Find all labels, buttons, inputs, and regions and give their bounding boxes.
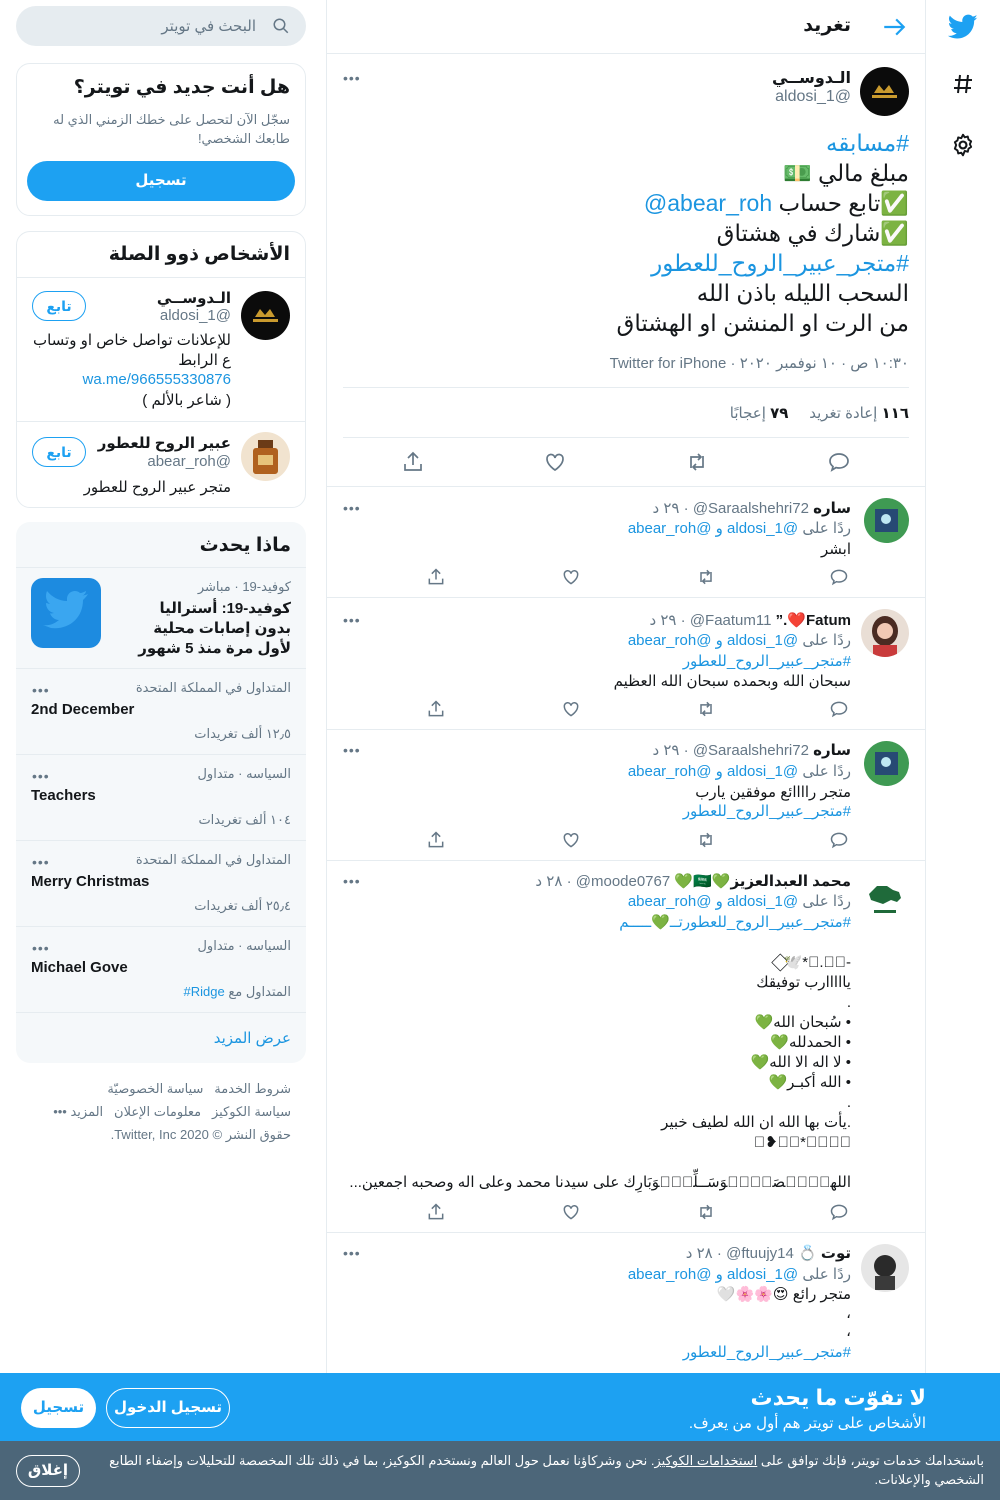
more-icon[interactable]: •••	[32, 854, 50, 870]
tweet-stats	[730, 404, 909, 422]
reply-author-handle[interactable]: @ftuujy14	[726, 1245, 794, 1262]
trend-with-prefix: المتداول مع	[228, 984, 291, 999]
person-handle[interactable]: @aldosi_1	[159, 307, 231, 324]
person-bio-tail: ( شاعر بالألم )	[142, 392, 231, 409]
reply-text-line: -.⃟⃟*⃟🕊️⃟	[783, 954, 851, 971]
tweet-timestamp[interactable]: ١٠:٣٠ ص · ١٠ نوفمبر ٢٠٢٠ · Twitter for iPhone	[609, 355, 909, 372]
main-header	[327, 0, 925, 54]
replying-to	[628, 762, 851, 782]
box-title: الأشخاص ذوو الصلة	[108, 244, 290, 265]
retweet-count: ١١٦	[881, 405, 909, 422]
trend-name[interactable]: 2nd December	[31, 701, 135, 718]
divider	[16, 668, 306, 669]
trend-context: السياسه · متداول	[197, 766, 291, 781]
settings-gear-icon[interactable]	[944, 126, 982, 164]
reply-text-line: ،	[846, 1305, 851, 1322]
replying-prefix: ردًا على	[802, 763, 851, 780]
replying-to	[628, 892, 851, 912]
related-people-box	[16, 231, 306, 508]
replying-prefix: ردًا على	[802, 632, 851, 649]
more-icon[interactable]: •••	[32, 682, 50, 698]
trend-with-tag[interactable]: #Ridge	[183, 984, 225, 999]
replying-to	[628, 631, 851, 651]
reply-author-name[interactable]: Fatum❤️.”	[775, 612, 851, 629]
avatar[interactable]	[864, 741, 909, 786]
like-heart-icon[interactable]	[543, 450, 567, 474]
reply-header: ساره @Saraalshehri72 · ٢٩ د	[652, 500, 851, 517]
more-icon[interactable]: •••	[343, 873, 361, 889]
footer-privacy-link[interactable]: سياسة الخصوصيّة	[107, 1081, 204, 1096]
tweet-line	[343, 188, 909, 218]
divider	[16, 1012, 306, 1013]
back-arrow-icon[interactable]	[881, 14, 907, 40]
reply-text-line: متجر رائع 😍🌸🌸🤍	[716, 1286, 851, 1303]
reply-time[interactable]: ٢٨ د	[535, 873, 563, 890]
cookie-text	[104, 1451, 984, 1489]
reply-icon[interactable]	[829, 699, 849, 719]
reply-icon[interactable]	[829, 1202, 849, 1222]
avatar[interactable]	[861, 872, 909, 920]
avatar[interactable]	[861, 609, 909, 657]
reply-icon[interactable]	[829, 830, 849, 850]
reply-author-name[interactable]: ساره	[813, 500, 851, 517]
replying-mentions[interactable]: @aldosi_1 و @abear_roh	[627, 893, 799, 910]
reply-header: Fatum❤️.” @Faatum11 · ٢٩ د	[649, 612, 851, 629]
retweet-icon[interactable]	[696, 699, 716, 719]
more-icon[interactable]: •••	[343, 742, 361, 758]
more-icon[interactable]: •••	[53, 1104, 71, 1119]
footer-links-row1	[107, 1081, 291, 1097]
reply-time[interactable]: ٢٩ د	[652, 500, 680, 517]
bio-link[interactable]: wa.me/966555330876	[82, 371, 231, 388]
reply-text-line: .	[846, 994, 851, 1011]
reply-author-handle[interactable]: @Faatum11	[689, 612, 772, 629]
follow-button[interactable]: تابع	[32, 437, 86, 467]
person-handle[interactable]: @abear_roh	[147, 453, 231, 470]
reply-tweet[interactable]	[327, 487, 925, 598]
trend-name[interactable]: Teachers	[31, 787, 96, 804]
page-title: تغريد	[803, 15, 851, 36]
avatar[interactable]	[241, 291, 290, 340]
tweet-line: السحب الليله باذن الله	[696, 280, 909, 306]
person-bio: للإعلانات تواصل خاص او وتساب ع الرابط	[32, 332, 231, 369]
share-icon[interactable]	[426, 699, 446, 719]
more-icon[interactable]: •••	[32, 768, 50, 784]
reply-tweet[interactable]	[327, 599, 925, 730]
trend-headline[interactable]: كوفيد-19: أستراليا بدون إصابات محلية لأول مرة منذ 5 شهور	[138, 600, 291, 657]
avatar[interactable]	[241, 432, 290, 481]
trend-context: المتداول في المملكة المتحدة	[135, 852, 291, 867]
search-icon	[272, 17, 290, 35]
search-box[interactable]	[16, 6, 306, 46]
reply-text-line: • الله أكبـر💚	[768, 1074, 851, 1091]
replying-to	[628, 519, 851, 539]
share-icon[interactable]	[426, 1202, 446, 1222]
replying-mentions[interactable]: @aldosi_1 و @abear_roh	[627, 632, 799, 649]
reply-time[interactable]: ٢٩ د	[652, 742, 680, 759]
reply-icon[interactable]	[827, 450, 851, 474]
person-name[interactable]: عبير الروح للعطور	[97, 435, 231, 452]
trend-context: المتداول في المملكة المتحدة	[135, 680, 291, 695]
more-icon[interactable]: •••	[343, 1245, 361, 1261]
more-icon[interactable]: •••	[343, 612, 361, 628]
reply-text-line: اللهمَّ⃟صَلِّ⃟وَسَــلِّمْ⃟وَبَارِك على سيدنا محمد وعلى اله وصحبه اجمعين...	[349, 1174, 851, 1191]
reply-text-line: .يأت بها الله ان الله لطيف خبير	[661, 1114, 851, 1131]
reply-header: محمد العبدالعزيز💚🇸🇦💚 @moode0767 · ٢٨ د	[535, 873, 851, 890]
reply-text-line: • الحمدلله💚	[770, 1034, 851, 1051]
reply-text-line: ،	[846, 1323, 851, 1340]
trend-count: ١٢٫٥ ألف تغريدات	[194, 726, 291, 741]
like-heart-icon[interactable]	[561, 699, 581, 719]
banner-subtitle: الأشخاص على تويتر هم أول من يعرف.	[688, 1415, 926, 1432]
box-description: سجّل الآن لتحصل على خطك الزمني الذي له طابعك الشخصي!	[53, 112, 290, 146]
trend-meta: كوفيد-19 · مباشر	[197, 579, 291, 594]
cookie-banner	[0, 1441, 1000, 1500]
like-heart-icon[interactable]	[561, 1202, 581, 1222]
share-icon[interactable]	[426, 830, 446, 850]
signup-button[interactable]: تسجيل	[21, 1388, 96, 1428]
divider	[16, 840, 306, 841]
follow-button[interactable]: تابع	[32, 291, 86, 321]
divider	[343, 387, 909, 388]
replying-prefix: ردًا على	[802, 520, 851, 537]
divider	[343, 437, 909, 438]
twitter-logo-icon[interactable]	[944, 8, 982, 46]
more-icon[interactable]: •••	[343, 500, 361, 516]
close-cookie-button[interactable]: إغلاق	[16, 1455, 80, 1487]
replying-mentions[interactable]: @aldosi_1 و @abear_roh	[627, 520, 799, 537]
banner-title: لا تفوّت ما يحدث	[750, 1385, 926, 1410]
reply-author-handle[interactable]: @Saraalshehri72	[692, 742, 809, 759]
trend-with	[184, 984, 292, 1000]
footer-links-row2	[53, 1104, 291, 1120]
reply-tweet[interactable]	[327, 1234, 925, 1373]
signup-button[interactable]: تسجيل	[27, 161, 295, 201]
reply-text-line: • لا اله الا الله💚	[750, 1054, 851, 1071]
retweet-icon[interactable]	[685, 450, 709, 474]
divider	[17, 277, 305, 278]
more-icon[interactable]: •••	[32, 940, 50, 956]
hashtag-link[interactable]: #متجر_عبير_الروح_للعطور	[682, 1344, 851, 1361]
show-more-link[interactable]: عرض المزيد	[213, 1030, 291, 1047]
reply-text-line: • سُبحان الله💚	[754, 1014, 851, 1031]
reply-author-name[interactable]: ساره	[813, 742, 851, 759]
hashtag-link[interactable]: #متجر_عبير_الروح_للعطورتــ💚ـــــم	[619, 914, 851, 931]
avatar[interactable]	[861, 1244, 909, 1292]
avatar[interactable]	[860, 67, 909, 116]
mention-link[interactable]: @abear_roh	[643, 190, 773, 216]
box-title: ماذا يحدث	[199, 535, 291, 556]
footer-copyright: حقوق النشر © 2020 Twitter, Inc.	[110, 1127, 291, 1142]
reply-icon[interactable]	[829, 567, 849, 587]
person-bio: متجر عبير الروح للعطور	[83, 479, 231, 496]
reply-header: ساره @Saraalshehri72 · ٢٩ د	[652, 742, 851, 759]
box-title: هل أنت جديد في تويتر؟	[73, 77, 290, 98]
search-input[interactable]: البحث في تويتر	[161, 18, 256, 35]
retweet-icon[interactable]	[696, 567, 716, 587]
reply-text-line: ⃟⃟⃟*⃟✿⃟❥ ⃟	[749, 1134, 851, 1151]
cookie-text-before: باستخدامك خدمات تويتر، فإنك توافق على	[757, 1453, 984, 1468]
explore-hashtag-icon[interactable]	[944, 65, 982, 103]
footer-cookies-link[interactable]: سياسة الكوكيز	[211, 1104, 291, 1119]
person-name[interactable]: الـدوســي	[156, 290, 231, 307]
hashtag-link[interactable]: #متجر_عبير_الروح_للعطور	[682, 803, 851, 820]
reply-text: متجر راااائع موفقين يارب	[695, 784, 851, 801]
trend-thumbnail[interactable]	[31, 578, 101, 648]
login-button[interactable]: تسجيل الدخول	[106, 1388, 230, 1428]
replying-prefix: ردًا على	[802, 1266, 851, 1283]
footer-terms-link[interactable]: شروط الخدمة	[214, 1081, 291, 1096]
replying-mentions[interactable]: @aldosi_1 و @abear_roh	[627, 1266, 799, 1283]
author-handle[interactable]: @aldosi_1	[775, 88, 851, 105]
tweet-line: من الرت او المنشن او الهشتاق	[616, 310, 909, 336]
footer-more-link[interactable]: المزيد	[70, 1104, 104, 1119]
replying-prefix: ردًا على	[802, 893, 851, 910]
reply-author-name[interactable]: توت 💍	[798, 1245, 851, 1262]
like-heart-icon[interactable]	[561, 830, 581, 850]
reply-tweet[interactable]	[327, 862, 925, 1233]
reply-text-line: يااااارب توفيقك	[756, 974, 851, 991]
reply-text: ابشر	[821, 541, 851, 558]
replying-to	[628, 1265, 851, 1285]
footer-ads-link[interactable]: معلومات الإعلان	[114, 1104, 202, 1119]
divider	[16, 567, 306, 568]
tweet-line: مبلغ مالي 💵	[782, 160, 909, 186]
reply-tweet[interactable]	[327, 731, 925, 861]
reply-author-handle[interactable]: @moode0767	[575, 873, 671, 890]
author-name[interactable]: الـدوســي	[771, 70, 851, 87]
hashtag-link[interactable]: #متجر_عبير_الروح_للعطور	[651, 250, 909, 276]
trends-box	[16, 522, 306, 1063]
trend-name[interactable]: Michael Gove	[31, 959, 128, 976]
reply-author-handle[interactable]: @Saraalshehri72	[692, 500, 809, 517]
divider	[17, 421, 305, 422]
reply-header: توت 💍 @ftuujy14 · ٢٨ د	[685, 1245, 851, 1262]
retweet-icon[interactable]	[696, 1202, 716, 1222]
share-icon[interactable]	[426, 567, 446, 587]
like-label[interactable]: إعجابًا	[729, 405, 766, 422]
trend-name[interactable]: Merry Christmas	[31, 873, 150, 890]
more-icon[interactable]: •••	[343, 70, 361, 86]
trend-context: السياسه · متداول	[197, 938, 291, 953]
avatar[interactable]	[864, 498, 909, 543]
retweet-label[interactable]: إعادة تغريد	[809, 405, 878, 422]
reply-time[interactable]: ٢٩ د	[649, 612, 677, 629]
tweet-line-text: ✅تابع حساب	[772, 190, 909, 216]
divider	[16, 926, 306, 927]
replying-mentions[interactable]: @aldosi_1 و @abear_roh	[627, 763, 799, 780]
hashtag-link[interactable]: #متجر_عبير_الروح_للعطور	[682, 653, 851, 670]
signup-banner	[0, 1373, 1000, 1441]
share-icon[interactable]	[401, 450, 425, 474]
trend-count: ٢٥٫٤ ألف تغريدات	[194, 898, 291, 913]
tweet-text	[343, 128, 909, 338]
trend-count: ١٠٤ ألف تغريدات	[198, 812, 291, 827]
reply-text-line: .	[846, 1094, 851, 1111]
main-column	[326, 0, 926, 1500]
retweet-icon[interactable]	[696, 830, 716, 850]
divider	[16, 754, 306, 755]
side-nav	[926, 0, 1000, 1500]
cookie-policy-link[interactable]: استخدامات الكوكيز	[654, 1453, 758, 1468]
new-to-twitter-box	[16, 63, 306, 216]
reply-author-name[interactable]: محمد العبدالعزيز💚🇸🇦💚	[674, 873, 851, 890]
like-heart-icon[interactable]	[561, 567, 581, 587]
tweet-line: ✅شارك في هشتاق	[716, 220, 909, 246]
like-count: ٧٩	[770, 405, 789, 422]
reply-time[interactable]: ٢٨ د	[685, 1245, 713, 1262]
cookie-text-after: . نحن وشركاؤنا نعمل حول العالم ونستخدم الكوكيز، بما في ذلك تلك المخصصة للتحليلات وإضفاء الطابع الشخصي والإعلانات.	[109, 1453, 984, 1487]
hashtag-link[interactable]: #مسابقه	[825, 130, 909, 156]
reply-text: سبحان الله وبحمده سبحان الله العظيم	[613, 673, 851, 690]
